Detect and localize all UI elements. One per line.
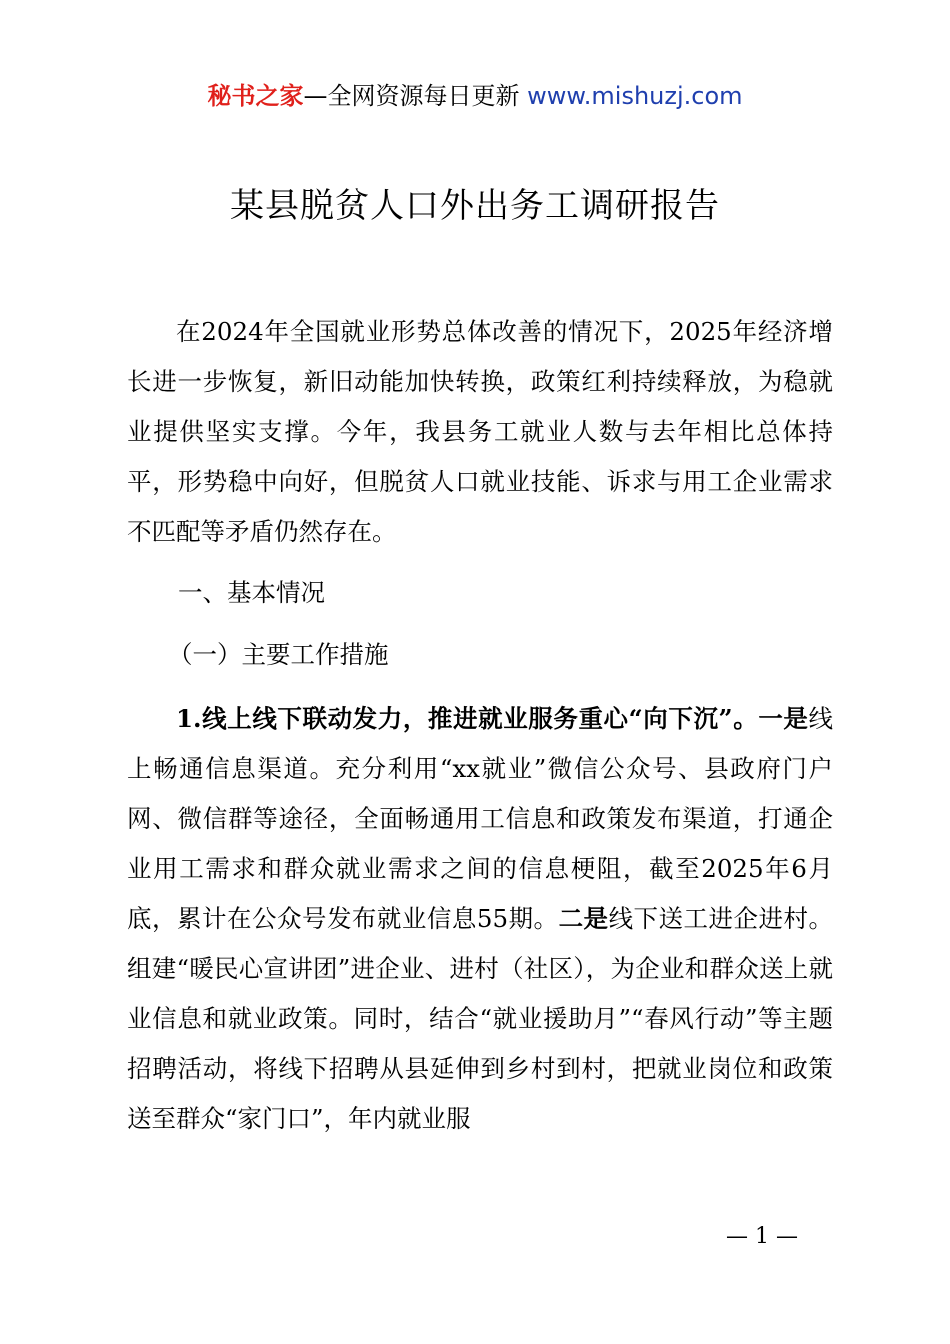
document-title: 某县脱贫人口外出务工调研报告 — [230, 186, 720, 226]
banner-dash: — — [303, 82, 328, 110]
item-second-label: 二是 — [558, 904, 609, 933]
item-paragraph — [127, 694, 833, 1144]
banner-tagline: 全网资源每日更新 — [327, 82, 520, 110]
item-first-label: 一是 — [758, 704, 809, 733]
section-heading: 一、基本情况 — [178, 578, 325, 607]
page-number: — 1 — — [726, 1224, 798, 1249]
brand-name: 秘书之家 — [207, 82, 304, 110]
item-paragraph-block — [127, 694, 833, 1144]
item-second-text: 线下送工进企进村。组建“暖民心宣讲团”进企业、进村（社区），为企业和群众送上就业信息和就业政策。同时，结合“就业援助月”“春风行动”等主题招聘活动，将线下招聘从县延伸到乡村到村，把就业岗位和政策送至群众“家门口”，年内就业服 — [127, 904, 834, 1133]
site-banner — [0, 80, 950, 112]
subsection-heading: （一）主要工作措施 — [168, 640, 389, 669]
site-url-link[interactable]: www.mishuzj.com — [527, 82, 743, 110]
intro-paragraph: 在2024年全国就业形势总体改善的情况下，2025年经济增长进一步恢复，新旧动能加快转换，政策红利持续释放，为稳就业提供坚实支撑。今年，我县务工就业人数与去年相比总体持平，形势稳中向好，但脱贫人口就业技能、诉求与用工企业需求不匹配等矛盾仍然存在。 — [127, 317, 833, 546]
intro-paragraph-block — [127, 307, 833, 557]
item-first-text: 线上畅通信息渠道。充分利用“xx就业”微信公众号、县政府门户网、微信群等途径，全面畅通用工信息和政策发布渠道，打通企业用工需求和群众就业需求之间的信息梗阻，截至2025年6月底，累计在公众号发布就业信息55期。 — [127, 704, 833, 933]
item-title: 1.线上线下联动发力，推进就业服务重心“向下沉”。 — [176, 704, 759, 733]
